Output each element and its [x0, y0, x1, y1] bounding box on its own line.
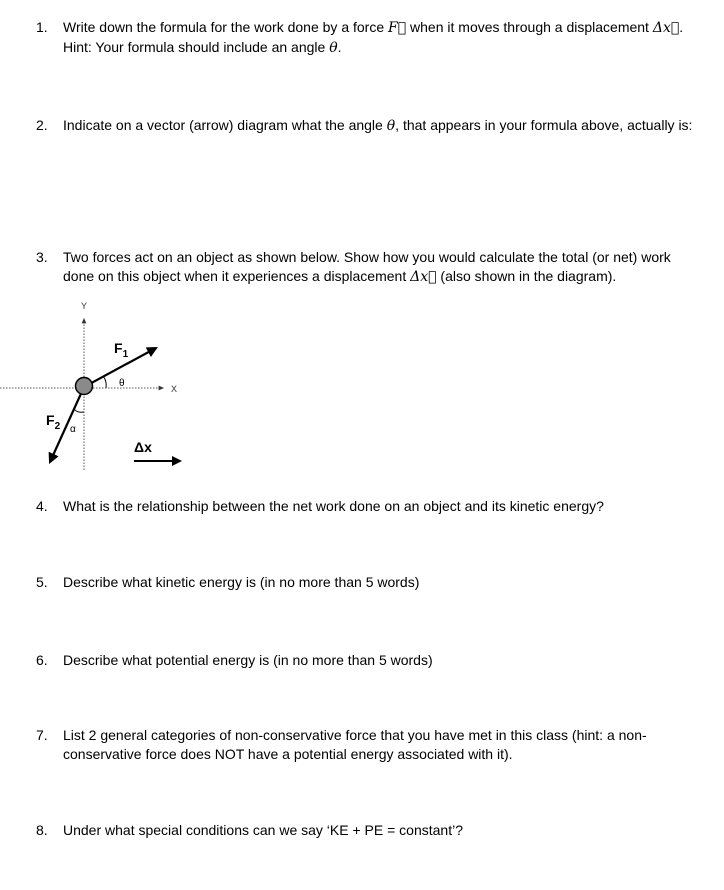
alpha-arc [74, 409, 84, 412]
hint-text: . [337, 39, 342, 55]
question-number: 8. [36, 822, 48, 838]
question-number: 3. [36, 249, 48, 265]
x-axis-label: X [171, 384, 178, 394]
question-7 [36, 726, 696, 766]
question-text-part: (also shown in the diagram). [436, 268, 617, 284]
question-number: 2. [36, 117, 48, 133]
question-4 [36, 497, 696, 517]
question-text: Under what special conditions can we say ‘KE + PE = constant’? [63, 822, 463, 838]
force-diagram [0, 290, 240, 480]
question-text: List 2 general categories of non-conservative force that you have met in this class (hint: a non-conservative force does NOT have a potential energy associated with it). [63, 727, 647, 762]
question-5 [36, 573, 696, 593]
question-text: Describe what potential energy is (in no more than 5 words) [63, 652, 433, 668]
question-text-part: Write down the formula for the work done by a force [63, 19, 389, 35]
question-3 [36, 248, 696, 288]
f2-label: $F_2$ [46, 412, 61, 432]
question-text-part: Indicate on a vector (arrow) diagram what the angle [63, 117, 387, 133]
angle-symbol: θ [386, 118, 396, 134]
y-axis-label: Y [81, 301, 88, 311]
question-2 [36, 116, 696, 156]
question-text: What is the relationship between the net work done on an object and its kinetic energy? [63, 498, 604, 514]
question-text [63, 116, 695, 136]
question-text-part: . [679, 19, 684, 35]
theta-arc [103, 376, 106, 388]
theta-label: θ [119, 378, 125, 389]
question-6 [36, 651, 696, 671]
question-number: 4. [36, 498, 48, 514]
f1-label: $F_1$ [114, 340, 129, 360]
object-circle [76, 378, 93, 395]
angle-symbol: θ [329, 40, 338, 56]
dx-label: Δx [134, 439, 152, 455]
question-text: Describe what kinetic energy is (in no more than 5 words) [63, 574, 420, 590]
question-text [63, 18, 695, 58]
question-1 [36, 18, 696, 58]
question-8 [36, 821, 696, 841]
question-number: 7. [36, 727, 48, 743]
question-text-part: when it moves through a displacement [406, 19, 653, 35]
question-text [63, 248, 695, 287]
question-number: 5. [36, 574, 48, 590]
displacement-symbol: Δx⃗ [652, 20, 680, 36]
question-number: 6. [36, 652, 48, 668]
alpha-label: α [70, 424, 76, 435]
force-symbol: F⃗ [388, 20, 407, 36]
question-text-part: , that appears in your formula above, actually is: [395, 117, 693, 133]
displacement-symbol: Δx⃗ [410, 269, 437, 285]
question-text-part: Two forces act on an object as shown below. Show how you would calculate the total (or net) work done on this object when it experiences a displacement [63, 249, 671, 284]
hint-text: Hint: Your formula should include an angle [63, 39, 330, 55]
question-number: 1. [36, 19, 48, 35]
